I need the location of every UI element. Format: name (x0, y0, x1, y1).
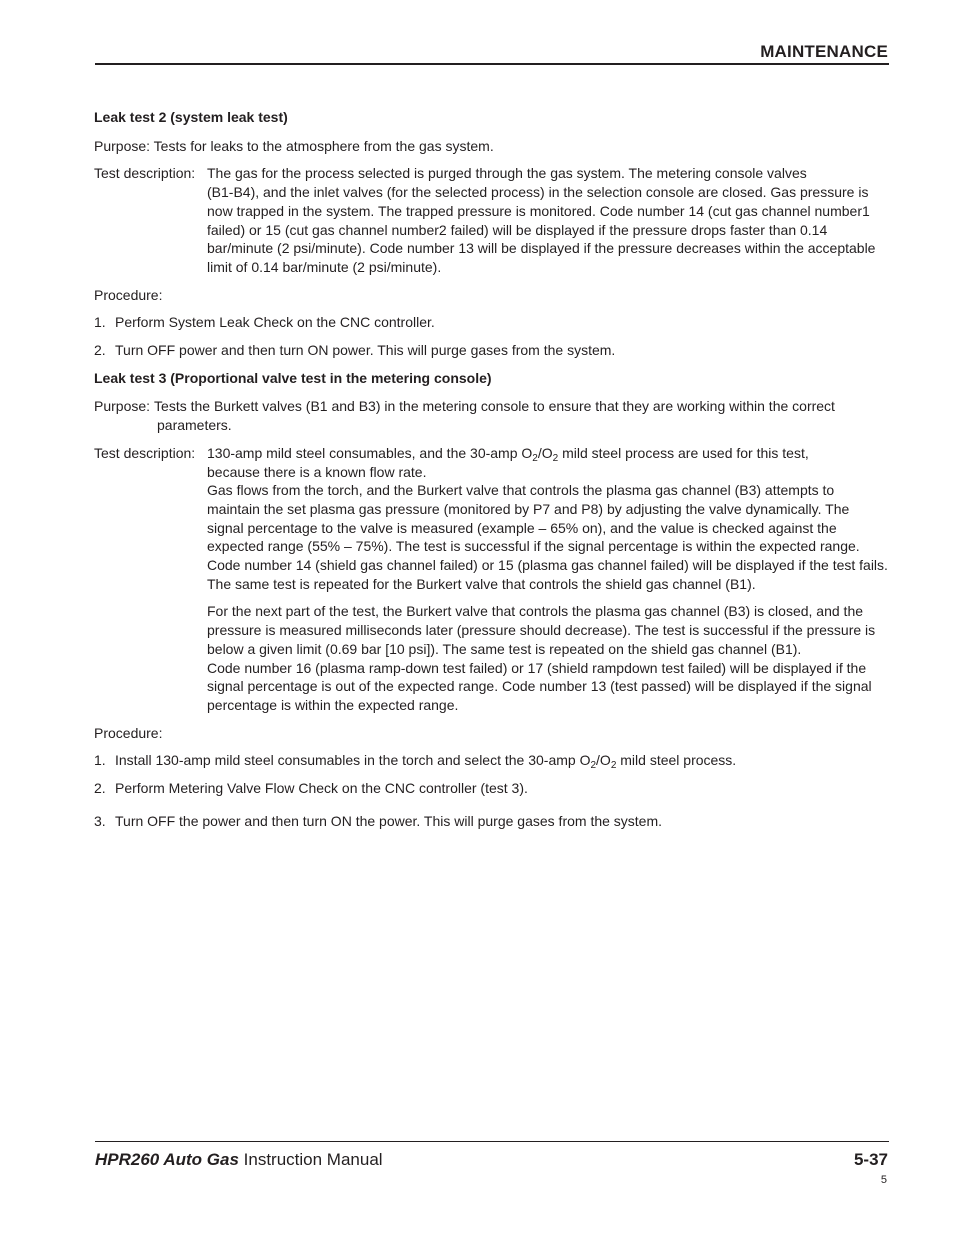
leak-test-2-heading: Leak test 2 (system leak test) (94, 109, 288, 125)
list-item (94, 779, 889, 798)
leak-test-3-purpose (94, 397, 889, 434)
step-text (115, 751, 889, 770)
text-run: /O (596, 752, 611, 769)
step-number: 2. (94, 780, 106, 797)
manual-label: Instruction Manual (238, 1150, 383, 1169)
step-number: 1. (94, 752, 106, 769)
step-text: Turn OFF power and then turn ON power. This will purge gases from the system. (115, 342, 616, 359)
page-content (94, 108, 889, 840)
text-run: mild steel process. (616, 752, 737, 769)
description-text: (B1-B4), and the inlet valves (for the selected process) in the selection console are closed. Gas pressure is now trapped in the system. The trapped pressure is monitored. Code number 14 (cut gas channel number1 failed) or 15 (cut gas channel number2 failed) will be displayed if the pressure drops faster than 0.14 bar/minute (2 psi/minute). Code number 13 will be displayed if the pressure decreases within the acceptable limit of 0.14 bar/minute (2 psi/minute). (207, 184, 876, 275)
text-run: Install 130-amp mild steel consumables in the torch and select the 30-amp O (115, 752, 591, 769)
description-label: Test description: (94, 165, 196, 182)
step-text: Perform System Leak Check on the CNC controller. (115, 314, 435, 331)
text-run: mild steel process are used for this test, (558, 444, 809, 461)
leak-test-3-heading: Leak test 3 (Proportional valve test in the metering console) (94, 369, 492, 386)
step-number: 1. (94, 314, 106, 331)
page-number: 5-37 (853, 1150, 888, 1169)
description-line-2: because there is a known flow rate. (207, 463, 427, 480)
subscript: 2 (590, 760, 597, 772)
list-item (94, 812, 889, 831)
product-name: HPR260 Auto Gas (95, 1150, 239, 1169)
leak-test-2-purpose: Purpose: Tests for leaks to the atmosphere from the gas system. (94, 137, 494, 154)
description-paragraph-3: Code number 16 (plasma ramp-down test failed) or 17 (shield rampdown test failed) will be displayed if the signal percentage is out of the expected range. Code number 13 (test passed) will be displayed if the signal percentage is within the expected range. (207, 659, 872, 713)
footer-divider (95, 1141, 889, 1142)
text-run: 130-amp mild steel consumables, and the 30-amp O (207, 444, 533, 461)
list-item (94, 341, 889, 360)
step-number: 2. (94, 342, 106, 359)
description-first-line (207, 444, 889, 463)
list-item (94, 751, 889, 770)
description-label: Test description: (94, 444, 196, 461)
text-run: /O (537, 444, 553, 461)
footer-manual-title (95, 1150, 383, 1170)
section-title: MAINTENANCE (760, 42, 888, 61)
procedure-label: Procedure: (94, 724, 163, 741)
procedure-label: Procedure: (94, 286, 163, 303)
purpose-label: Purpose: (94, 398, 151, 415)
step-text: Perform Metering Valve Flow Check on the CNC controller (test 3). (115, 780, 528, 797)
description-paragraph-1: Gas flows from the torch, and the Burkert valve that controls the plasma gas channel (B3) attempts to maintain the set plasma gas pressure (monitored by P7 and P8) by adjusting the valve dynamically. The signal percentage to the valve is measured (example – 65% on), and the value is checked against the expected range (55% – 75%). The test is successful if the signal percentage is within the expected range. Code number 14 (shield gas channel failed) or 15 (plasma gas channel failed) will be displayed if the test fails. The same test is repeated for the Burkert valve that controls the shield gas channel (B1). (207, 482, 888, 592)
purpose-continuation: parameters. (157, 417, 232, 434)
description-first-line: The gas for the process selected is purged through the gas system. The metering console valves (207, 165, 807, 182)
subscript: 2 (532, 452, 538, 464)
leak-test-3-description (94, 444, 889, 715)
subscript: 2 (610, 760, 617, 772)
step-text: Turn OFF the power and then turn ON the power. This will purge gases from the system. (115, 812, 663, 829)
leak-test-2-description (94, 164, 889, 276)
list-item (94, 313, 889, 332)
sheet-number: 5 (880, 1174, 887, 1186)
subscript: 2 (552, 452, 559, 464)
purpose-text: Tests the Burkett valves (B1 and B3) in the metering console to ensure that they are working within the correct (154, 398, 835, 415)
step-number: 3. (94, 812, 106, 829)
description-paragraph-2: For the next part of the test, the Burkert valve that controls the plasma gas channel (B3) is closed, and the pressure is measured milliseconds later (pressure should decrease). The test is successful if the pressure is below a given limit (0.69 bar [10 psi]). The same test is repeated on the shield gas channel (B1). (207, 603, 876, 657)
header-divider (95, 63, 889, 65)
